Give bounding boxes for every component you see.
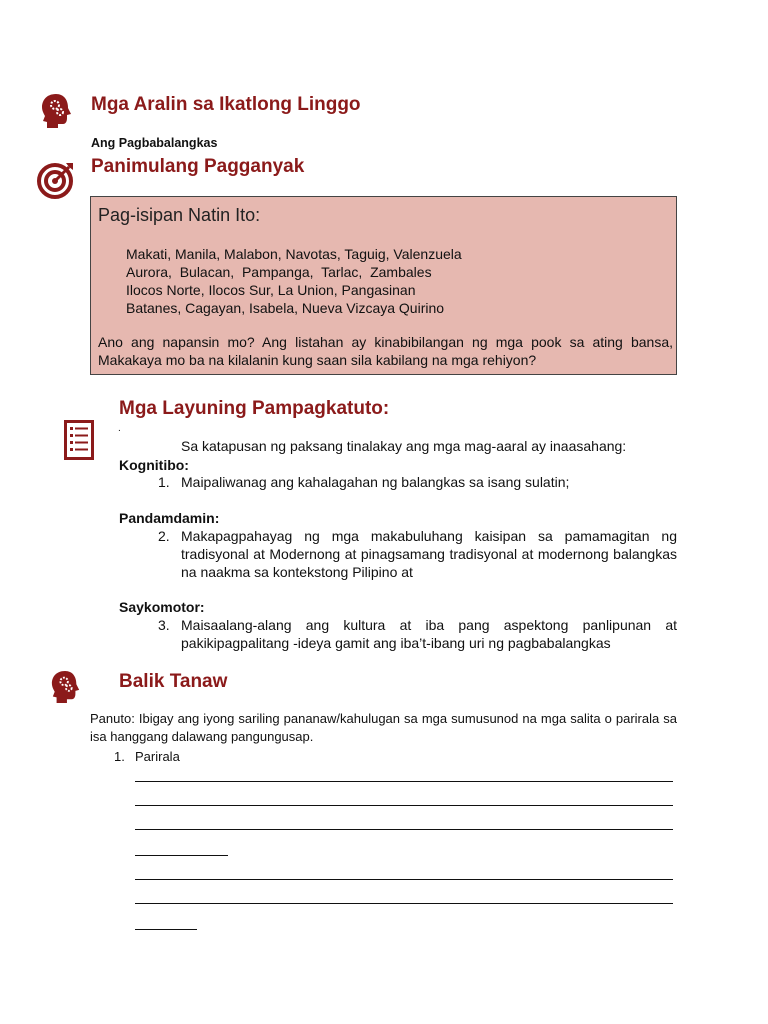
checklist-icon	[64, 420, 94, 460]
answer-line[interactable]	[135, 903, 673, 904]
place-line: Ilocos Norte, Ilocos Sur, La Union, Pangasinan	[126, 282, 416, 298]
objective-number: 2.	[158, 528, 170, 544]
target-icon	[36, 160, 76, 200]
answer-line[interactable]	[135, 781, 673, 782]
item-label: Parirala	[135, 749, 180, 764]
answer-line[interactable]	[135, 879, 673, 880]
place-line: Makati, Manila, Malabon, Navotas, Taguig, Valenzuela	[126, 246, 462, 262]
box-question: Ano ang napansin mo? Ang listahan ay kinabibilangan ng mga pook sa ating bansa, Makakaya mo ba na kilalanin kung saan sila kabilang na mga rehiyon?	[98, 334, 673, 368]
answer-line[interactable]	[135, 805, 673, 806]
objective-number: 1.	[158, 474, 170, 490]
reflection-box	[90, 196, 677, 375]
review-instruction: Panuto: Ibigay ang iyong sariling pananaw/kahulugan sa mga sumusunod na mga salita o parirala sa isa hanggang dalawang pangungusap.	[90, 711, 677, 744]
head-gears-icon	[40, 93, 74, 131]
dot-marker: .	[118, 423, 121, 434]
objective-text: Maipaliwanag ang kahalagahan ng balangkas sa isang sulatin;	[181, 474, 570, 490]
place-line: Aurora, Bulacan, Pampanga, Tarlac, Zambales	[126, 264, 432, 280]
objective-text: Maisaalang-alang ang kultura at iba pang aspektong panlipunan at pakikipagpalitang -ideya gamit ang iba’t-ibang uri ng pagbabalangkas	[181, 617, 677, 651]
section-title-panimula: Panimulang Pagganyak	[91, 156, 305, 177]
lesson-subtitle: Ang Pagbabalangkas	[91, 136, 218, 150]
head-gears-icon	[50, 670, 82, 706]
objectives-title: Mga Layuning Pampagkatuto:	[119, 398, 390, 419]
item-number: 1.	[114, 749, 125, 764]
answer-line[interactable]	[135, 855, 228, 856]
answer-line[interactable]	[135, 929, 197, 930]
objectives-intro: Sa katapusan ng paksang tinalakay ang mga mag-aaral ay inaasahang:	[181, 438, 627, 454]
place-list	[126, 245, 462, 317]
objective-number: 3.	[158, 617, 170, 633]
objective-text: Makapagpahayag ng mga makabuluhang kaisipan sa pamamagitan ng tradisyonal at Modernong at pinagsamang tradisyonal at modernong balangkas na naakma sa kontekstong Pilipino at	[181, 528, 677, 580]
review-title: Balik Tanaw	[119, 671, 228, 692]
answer-line[interactable]	[135, 829, 673, 830]
place-line: Batanes, Cagayan, Isabela, Nueva Vizcaya Quirino	[126, 300, 445, 316]
lesson-title: Mga Aralin sa Ikatlong Linggo	[91, 94, 361, 115]
group-label-kognitibo: Kognitibo:	[119, 457, 189, 473]
group-label-pandamdamin: Pandamdamin:	[119, 510, 220, 526]
group-label-saykomotor: Saykomotor:	[119, 599, 205, 615]
box-title: Pag-isipan Natin Ito:	[98, 205, 261, 225]
